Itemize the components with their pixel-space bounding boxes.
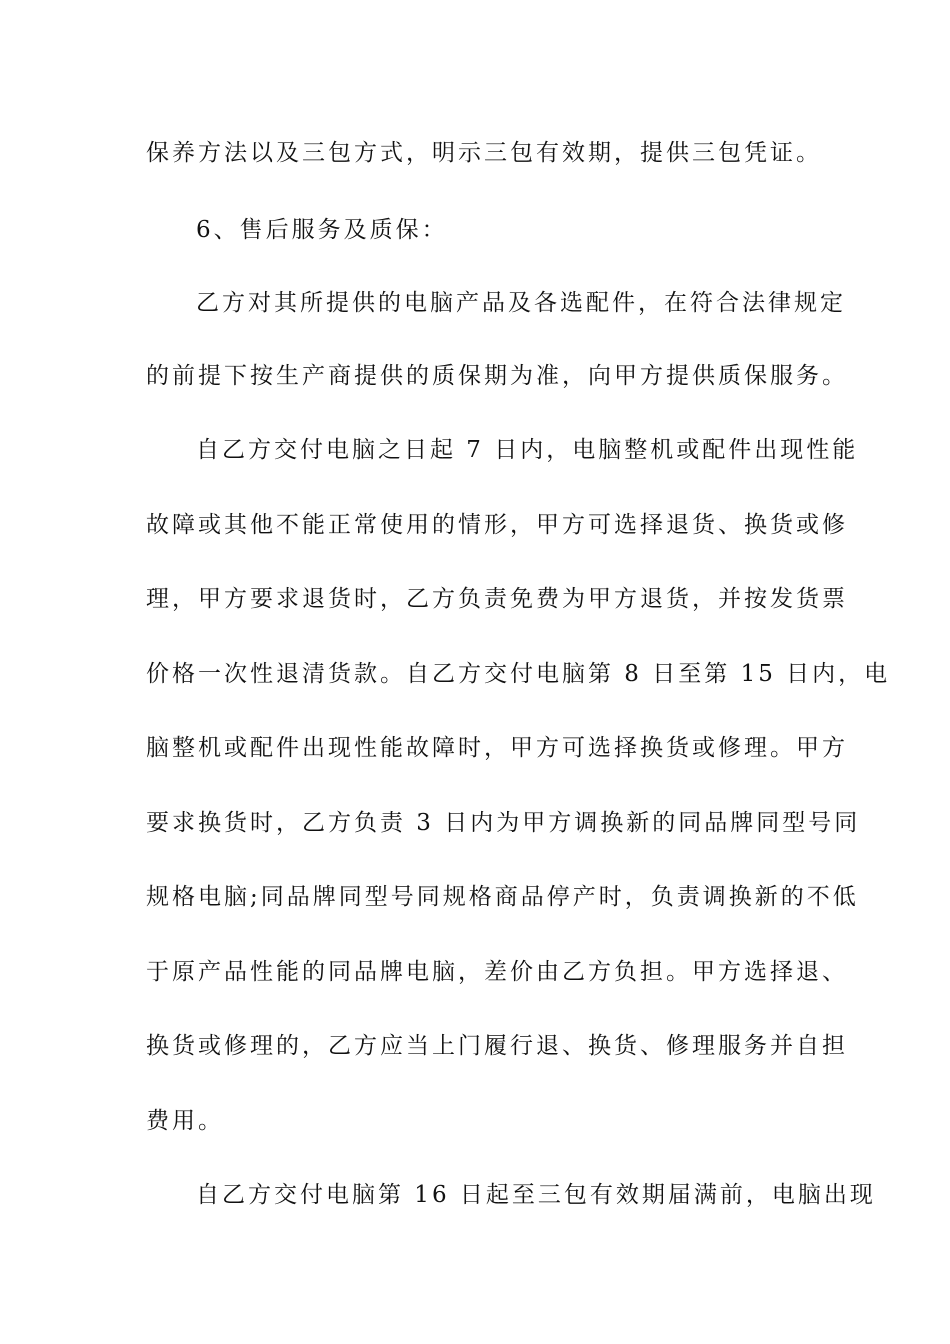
paragraph-line: 保养方法以及三包方式，明示三包有效期，提供三包凭证。 (146, 140, 822, 166)
paragraph-line: 自乙方交付电脑第 16 日起至三包有效期届满前，电脑出现 (196, 1182, 876, 1208)
paragraph-line: 自乙方交付电脑之日起 7 日内，电脑整机或配件出现性能 (196, 437, 859, 463)
paragraph-line: 要求换货时，乙方负责 3 日内为甲方调换新的同品牌同型号同 (146, 810, 861, 836)
paragraph-line: 脑整机或配件出现性能故障时，甲方可选择换货或修理。甲方 (146, 735, 848, 761)
paragraph-line: 故障或其他不能正常使用的情形，甲方可选择退货、换货或修 (146, 512, 848, 538)
paragraph-line: 换货或修理的，乙方应当上门履行退、换货、修理服务并自担 (146, 1033, 848, 1059)
paragraph-line: 的前提下按生产商提供的质保期为准，向甲方提供质保服务。 (146, 363, 848, 389)
section-heading: 6、售后服务及质保： (196, 217, 448, 243)
paragraph-line: 乙方对其所提供的电脑产品及各选配件，在符合法律规定 (196, 290, 846, 316)
paragraph-line: 价格一次性退清货款。自乙方交付电脑第 8 日至第 15 日内，电 (146, 661, 891, 687)
paragraph-line: 规格电脑;同品牌同型号同规格商品停产时，负责调换新的不低 (146, 884, 859, 910)
paragraph-line: 费用。 (146, 1108, 224, 1134)
paragraph-line: 于原产品性能的同品牌电脑，差价由乙方负担。甲方选择退、 (146, 959, 848, 985)
paragraph-line: 理，甲方要求退货时，乙方负责免费为甲方退货，并按发货票 (146, 586, 848, 612)
